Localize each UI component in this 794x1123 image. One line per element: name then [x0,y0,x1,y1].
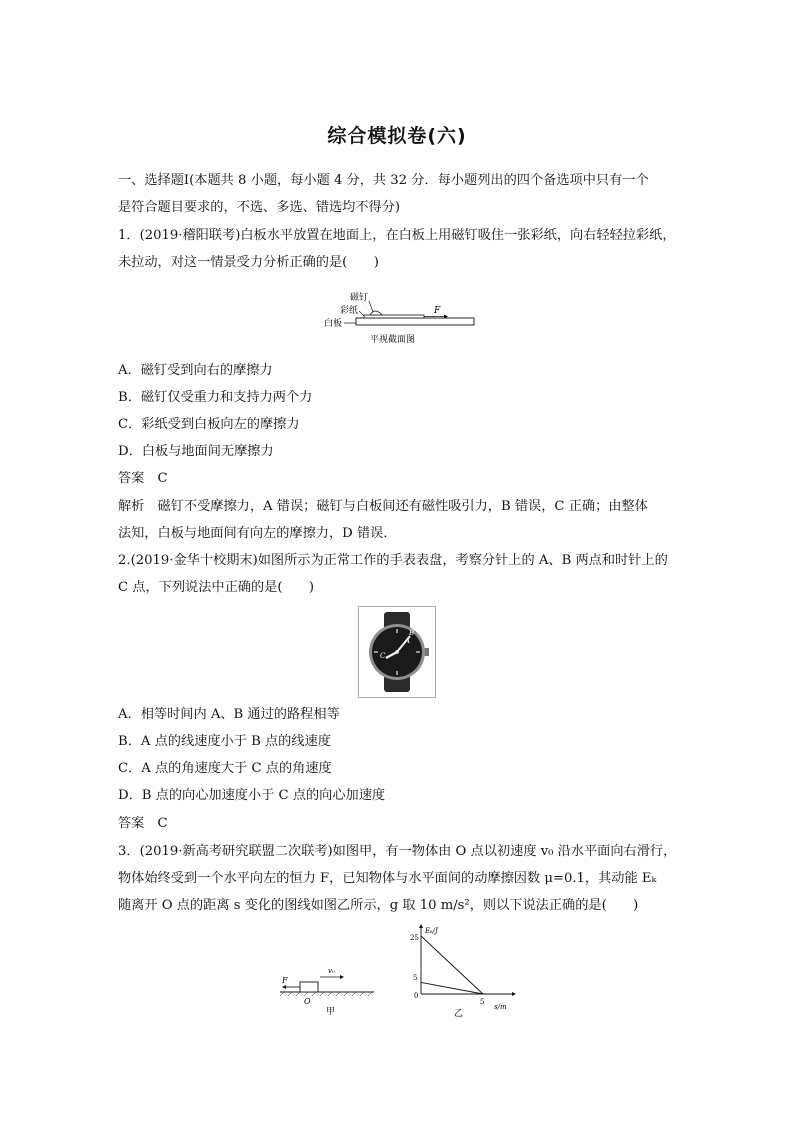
q3-stem-line2: 物体始终受到一个水平向左的恒力 F，已知物体与水平面间的动摩擦因数 μ=0.1，其动能 Eₖ [118,871,657,886]
q1-stem-line1: 1．(2019·稽阳联考)白板水平放置在地面上，在白板上用磁钉吸住一张彩纸，向右轻轻拉彩纸， [118,228,676,243]
q2-answer: 答案 C [118,816,168,831]
label-v0: v₀ [328,967,335,975]
q2-option-b: B．A 点的线速度小于 B 点的线速度 [118,734,331,749]
tick-label-y-5: 5 [413,974,418,982]
fig-jia-caption: 甲 [326,1007,336,1017]
q3-figure-jia [276,960,378,1018]
tick-label-x-5: 5 [480,998,485,1006]
q1-analysis-line1: 解析 磁钉不受摩擦力，A 错误；磁钉与白板间还有磁性吸引力，B 错误，C 正确；由整体 [118,499,648,514]
q3-chart [400,922,520,1020]
q1-option-b: B．磁钉仅受重力和支持力两个力 [118,390,313,405]
label-board: 白板 [324,319,343,329]
tick-label-origin: 0 [414,992,419,1000]
series-line-25 [421,936,483,994]
fig-yi-caption: 乙 [454,1009,464,1019]
q3-stem-line1: 3．(2019·新高考研究联盟二次联考)如图甲，有一物体由 O 点以初速度 v₀ 沿水平面向右滑行， [118,844,677,859]
q1-figure [318,287,488,349]
tick-label-y-25: 25 [410,934,419,942]
label-c: C [380,652,386,660]
label-paper: 彩纸 [340,306,359,316]
q2-option-a: A．相等时间内 A、B 通过的路程相等 [118,707,340,722]
label-magnet: 磁钉 [350,293,369,303]
q1-answer: 答案 C [118,471,168,486]
q1-option-d: D．白板与地面间无摩擦力 [118,444,274,459]
section-heading-line2: 是符合题目要求的，不选、多选、错选均不得分) [118,200,401,215]
q2-watch-figure [358,606,436,698]
q2-stem-line2: C 点，下列说法中正确的是( ) [118,580,315,595]
y-axis-label: Eₖ/J [425,927,438,935]
page-title: 综合模拟卷(六) [327,125,467,147]
q1-stem-line2: 未拉动，对这一情景受力分析正确的是( ) [118,255,379,270]
label-b: B [409,629,415,637]
label-force: F [434,306,441,316]
q3-stem-line3: 随离开 O 点的距离 s 变化的图线如图乙所示，g 取 10 m/s²，则以下说法正确的是( ) [118,898,639,913]
section-heading-line1: 一、选择题Ⅰ(本题共 8 小题，每小题 4 分，共 32 分．每小题列出的四个备选项中只有一个 [118,173,649,188]
q1-option-a: A．磁钉受到向右的摩擦力 [118,363,273,378]
label-f: F [282,976,288,985]
label-a: A [405,637,411,645]
x-axis-label: s/m [494,1003,507,1011]
series-line-5 [421,982,483,994]
label-o: O [304,997,311,1006]
q2-option-d: D．B 点的向心加速度小于 C 点的向心加速度 [118,788,386,803]
q1-option-c: C．彩纸受到白板向左的摩擦力 [118,417,300,432]
q1-figure-caption: 平视截面图 [370,335,416,345]
q2-option-c: C．A 点的角速度大于 C 点的角速度 [118,761,332,776]
q1-analysis-line2: 法知，白板与地面间有向左的摩擦力，D 错误． [118,526,397,541]
q2-stem-line1: 2.(2019·金华十校期末)如图所示为正常工作的手表表盘，考察分针上的 A、B 两点和时针上的 [118,553,668,568]
